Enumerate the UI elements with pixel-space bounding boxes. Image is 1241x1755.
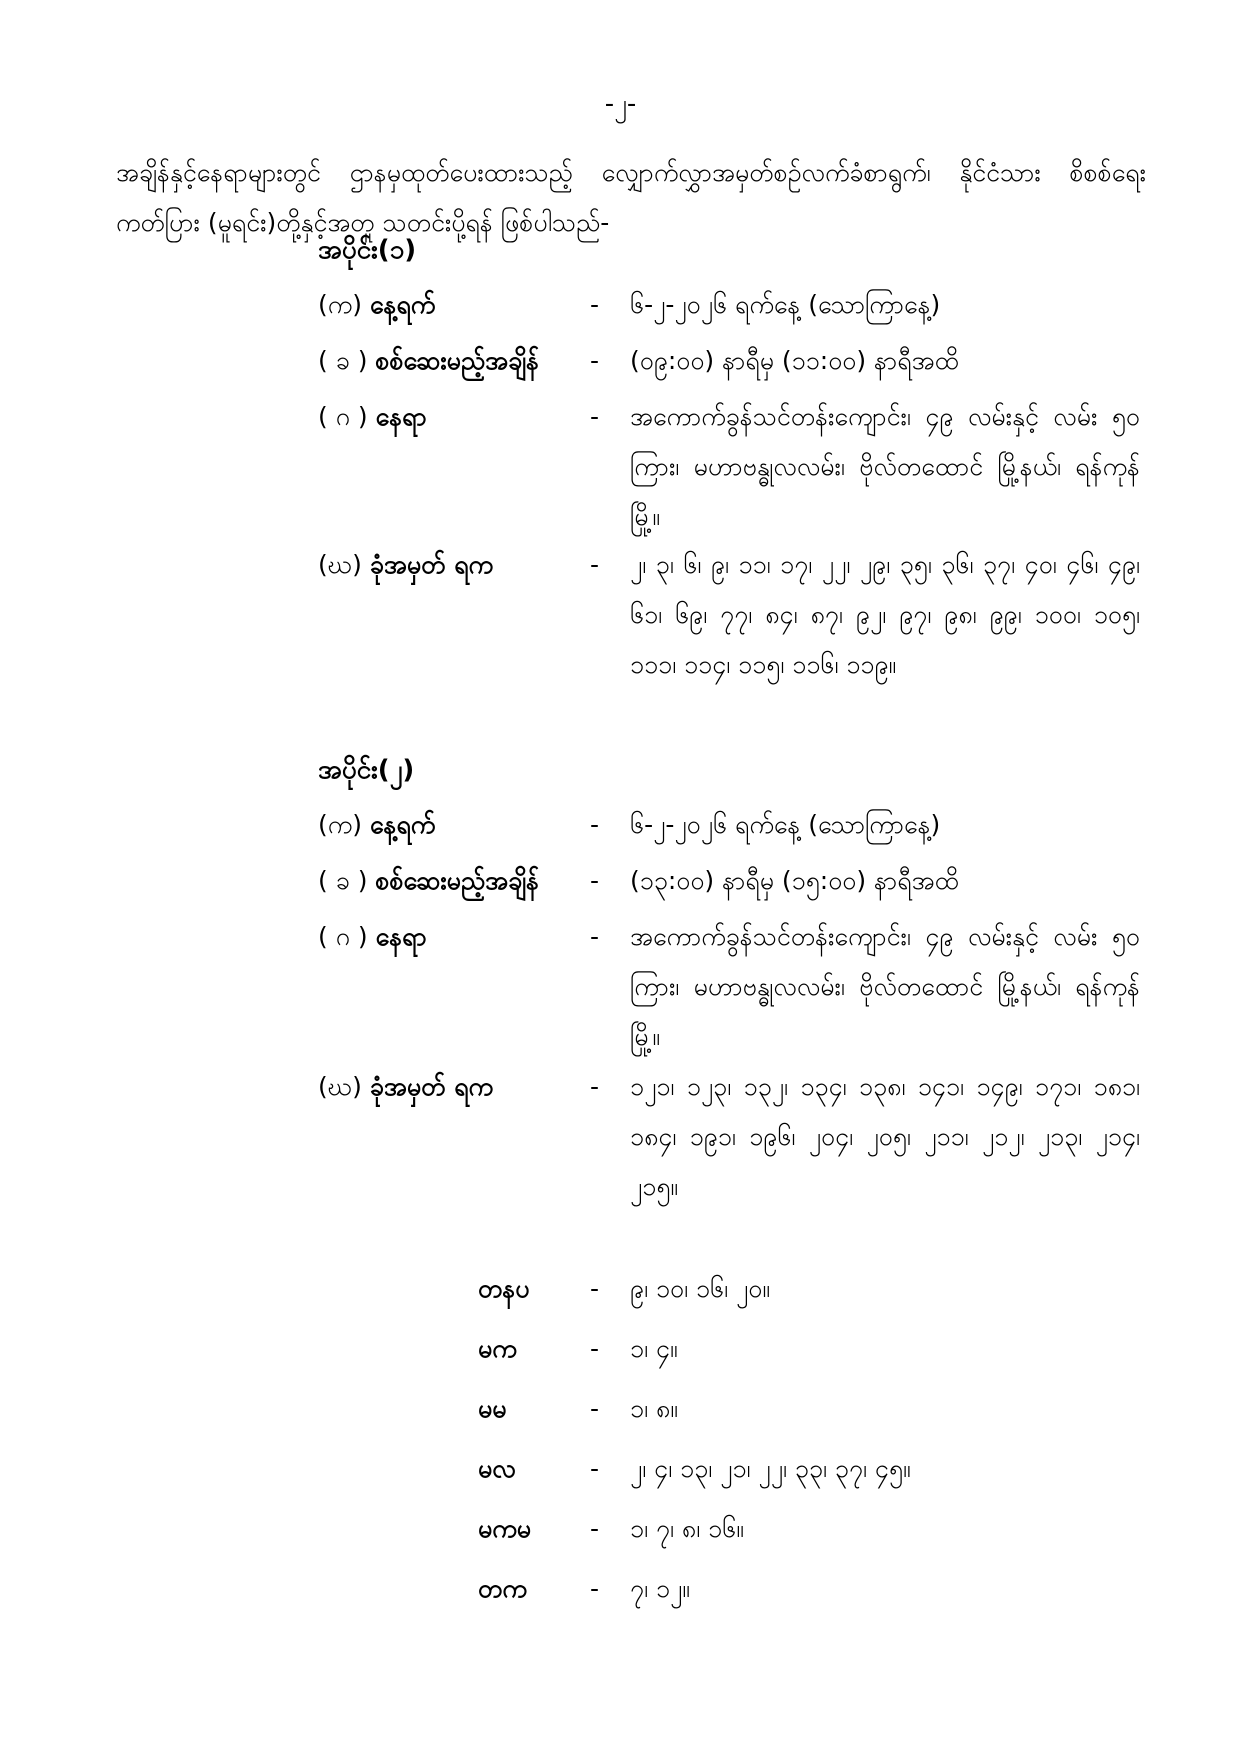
part1-time-label: ( ခ ) စစ်ဆေးမည့်အချိန် xyxy=(318,346,540,375)
code-value: ၁၊ ၇၊ ၈၊ ၁၆။ xyxy=(630,1514,744,1543)
part2-time-label: ( ခ ) စစ်ဆေးမည့်အချိန် xyxy=(318,866,540,895)
code-value: ၁၊ ၈။ xyxy=(630,1394,678,1423)
code-value: ၁၊ ၄။ xyxy=(630,1334,678,1363)
dash: - xyxy=(590,550,600,579)
part1-numbers-label: (ဃ) ခုံအမှတ် ရက xyxy=(318,550,494,579)
part2-numbers-value: ၁၂၁၊ ၁၂၃၊ ၁၃၂၊ ၁၃၄၊ ၁၃၈၊ ၁၄၁၊ ၁၄၉၊ ၁၇၁၊ ၁၈၁၊ ၁၈၄၊ ၁၉၁၊ ၁၉၆၊ ၂၀၄၊ ၂၀၅၊ ၂၁၁၊ ၂၁၂၊ ၂၁၃၊ ၂၁၄၊ ၂၁၅။ xyxy=(630,1072,1140,1201)
dash: - xyxy=(590,1274,600,1303)
part1-numbers-value: ၂၊ ၃၊ ၆၊ ၉၊ ၁၁၊ ၁၇၊ ၂၂၊ ၂၉၊ ၃၅၊ ၃၆၊ ၃၇၊ ၄၀၊ ၄၆၊ ၄၉၊ ၆၁၊ ၆၉၊ ၇၇၊ ၈၄၊ ၈၇၊ ၉၂၊ ၉၇၊ ၉၈၊ ၉၉၊ ၁၀၀၊ ၁၀၅၊ ၁၁၁၊ ၁၁၄၊ ၁၁၅၊ ၁၁၆၊ ၁၁၉။ xyxy=(630,550,1140,679)
code-label: တနပ xyxy=(478,1274,530,1303)
part2-place-value: အကောက်ခွန်သင်တန်းကျောင်း၊ ၄၉ လမ်းနှင့် လမ်း ၅၀ ကြား၊ မဟာဗန္ဓုလလမ်း၊ ဗိုလ်တထောင် မြို့နယ်၊ ရန်ကုန်မြို့။ xyxy=(630,922,1140,1051)
part2-place-label: ( ဂ ) နေရာ xyxy=(318,922,427,951)
dash: - xyxy=(590,290,600,319)
code-value: ၉၊ ၁၀၊ ၁၆၊ ၂၀။ xyxy=(630,1274,770,1303)
part2-title: အပိုင်း(၂) xyxy=(318,755,415,785)
code-label: မကမ xyxy=(478,1514,532,1543)
dash: - xyxy=(590,1334,600,1363)
code-label: မက xyxy=(478,1334,517,1363)
dash: - xyxy=(590,866,600,895)
part1-date-value: ၆-၂-၂၀၂၆ ရက်နေ့ (သောကြာနေ့) xyxy=(630,290,941,319)
part1-place-value: အကောက်ခွန်သင်တန်းကျောင်း၊ ၄၉ လမ်းနှင့် လမ်း ၅၀ ကြား၊ မဟာဗန္ဓုလလမ်း၊ ဗိုလ်တထောင် မြို့နယ်၊ ရန်ကုန်မြို့။ xyxy=(630,402,1140,531)
part1-place-label: ( ဂ ) နေရာ xyxy=(318,402,427,431)
code-value: ၇၊ ၁၂။ xyxy=(630,1574,690,1603)
dash: - xyxy=(590,810,600,839)
dash: - xyxy=(590,1072,600,1101)
part1-title: အပိုင်း(၁) xyxy=(318,235,417,265)
page-number: -၂- xyxy=(604,89,637,119)
part2-date-value: ၆-၂-၂၀၂၆ ရက်နေ့ (သောကြာနေ့) xyxy=(630,810,941,839)
dash: - xyxy=(590,1394,600,1423)
part2-numbers-label: (ဃ) ခုံအမှတ် ရက xyxy=(318,1072,494,1101)
dash: - xyxy=(590,1514,600,1543)
dash: - xyxy=(590,922,600,951)
dash: - xyxy=(590,346,600,375)
intro-paragraph: အချိန်နှင့်နေရာများတွင် ဌာနမှထုတ်ပေးထားသည့် လျှောက်လွှာအမှတ်စဉ်လက်ခံစာရွက်၊ နိုင်ငံသား စိစစ်ရေးကတ်ပြား (မူရင်း)တို့နှင့်အတူ သတင်းပို့ရန် ဖြစ်ပါသည်- xyxy=(116,158,1146,237)
dash: - xyxy=(590,1454,600,1483)
part2-date-label: (က) နေ့ရက် xyxy=(318,810,436,839)
code-label: မလ xyxy=(478,1454,516,1483)
part2-time-value: (၁၃:၀၀) နာရီမှ (၁၅:၀၀) နာရီအထိ xyxy=(630,866,959,895)
part1-date-label: (က) နေ့ရက် xyxy=(318,290,436,319)
dash: - xyxy=(590,402,600,431)
code-label: တက xyxy=(478,1574,527,1603)
dash: - xyxy=(590,1574,600,1603)
code-value: ၂၊ ၄၊ ၁၃၊ ၂၁၊ ၂၂၊ ၃၃၊ ၃၇၊ ၄၅။ xyxy=(630,1454,911,1483)
part1-time-value: (၀၉:၀၀) နာရီမှ (၁၁:၀၀) နာရီအထိ xyxy=(630,346,959,375)
code-label: မမ xyxy=(478,1394,507,1423)
